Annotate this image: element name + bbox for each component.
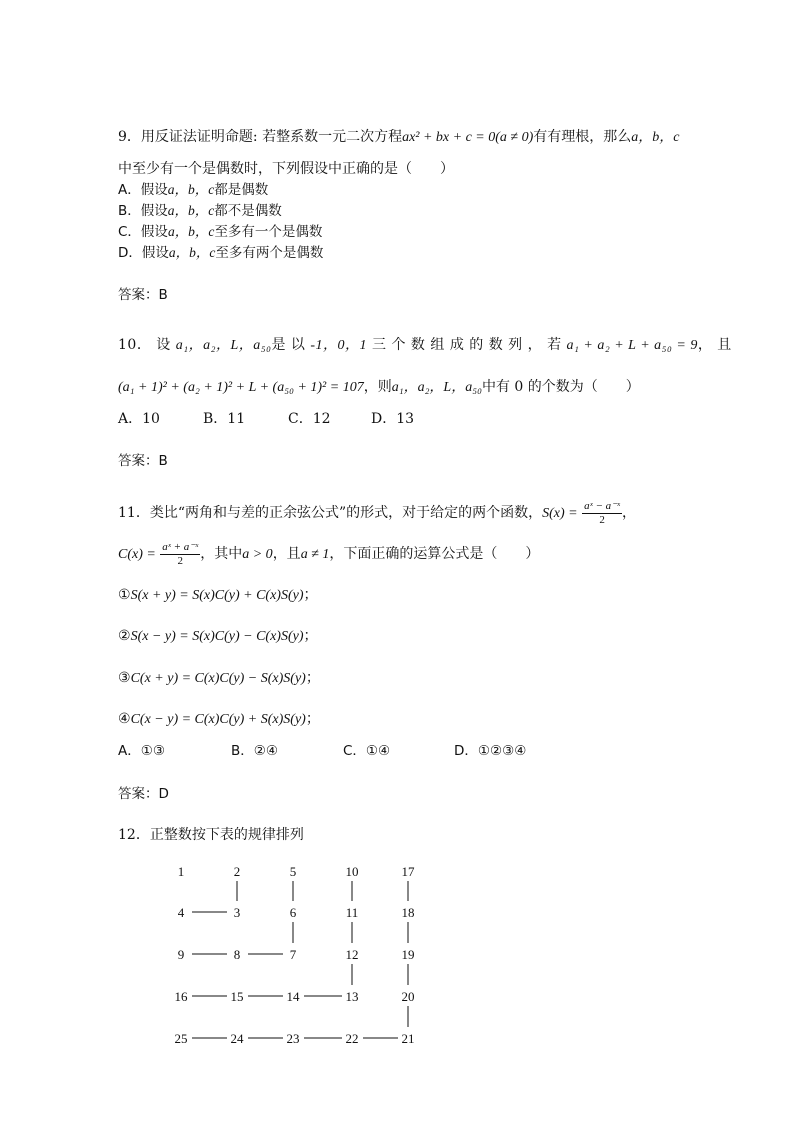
q10-option-b: B．11 (203, 411, 246, 427)
grid-cell-1-2: 6 (289, 905, 297, 920)
grid-cell-1-4: 18 (401, 905, 415, 920)
q10-option-c: C．12 (288, 411, 331, 427)
grid-cell-4-4: 21 (401, 1031, 415, 1046)
grid-cell-1-3: 11 (345, 905, 359, 920)
q9-option-a: A．假设a，b，c都是偶数 (118, 182, 269, 198)
grid-cell-0-0: 1 (177, 864, 185, 879)
grid-cell-2-3: 12 (345, 947, 359, 962)
q9-equation: ax² + bx + c = 0(a ≠ 0) (402, 130, 534, 145)
grid-cell-3-3: 13 (345, 989, 359, 1004)
q11-line1: 11．类比“两角和与差的正余弦公式”的形式，对于给定的两个函数，S(x) = $\frac{\text{aˣ − a⁻ˣ}}{2}$ ， (118, 499, 637, 526)
grid-cell-3-0: 16 (174, 989, 188, 1004)
q10-line2: (a₁ + 1)² + (a₂ + 1)² + L + (a₅₀ + 1)² = 107，则a₁，a₂，L，a₅₀中有 0 的个数为（ ） (118, 379, 640, 395)
q12-line1: 12．正整数按下表的规律排列 (118, 827, 304, 843)
q11-formula-2: ②S(x − y) = S(x)C(y) − C(x)S(y)； (118, 628, 318, 644)
q11-formula-4: ④C(x − y) = C(x)C(y) + S(x)S(y)； (118, 711, 320, 727)
q9-option-d: D．假设a，b，c至多有两个是偶数 (118, 245, 324, 261)
grid-cell-2-4: 19 (401, 947, 415, 962)
grid-cell-4-3: 22 (345, 1031, 359, 1046)
grid-cell-4-0: 25 (174, 1031, 188, 1046)
q11-C-fraction: $\frac{\text{aˣ + a⁻ˣ}}{2}$ (162, 540, 199, 567)
q11-option-b: B．②④ (231, 743, 278, 759)
q9-answer: 答案：B (118, 287, 168, 303)
q11-line2: C(x) = $\frac{\text{aˣ + a⁻ˣ}}{2}$ ，其中a > 0，且a ≠ 1，下面正确的运算公式是（ ） (118, 540, 540, 567)
grid-cell-2-2: 7 (289, 947, 297, 962)
q10-option-d: D．13 (371, 411, 415, 427)
grid-cell-3-2: 14 (286, 989, 300, 1004)
q11-formula-3: ③C(x + y) = C(x)C(y) − S(x)S(y)； (118, 670, 320, 686)
q11-option-c: C．①④ (343, 743, 391, 759)
grid-cell-2-0: 9 (177, 947, 185, 962)
grid-cell-0-1: 2 (233, 864, 241, 879)
grid-cell-3-4: 20 (401, 989, 415, 1004)
q10-option-a: A．10 (118, 411, 160, 427)
grid-cell-4-1: 24 (230, 1031, 244, 1046)
q10-line1: 10． 设 a₁，a₂，L，a₅₀是 以 -1，0，1 三 个 数 组 成 的 数 列 ， 若 a₁ + a₂ + L + a₅₀ = 9， 且 (118, 337, 732, 353)
q9-option-c: C．假设a，b，c至多有一个是偶数 (118, 224, 323, 240)
grid-cell-3-1: 15 (230, 989, 244, 1004)
grid-cell-0-4: 17 (401, 864, 415, 879)
grid-cell-0-3: 10 (345, 864, 359, 879)
q11-option-d: D．①②③④ (454, 743, 527, 759)
grid-cell-1-0: 4 (177, 905, 185, 920)
q11-answer: 答案：D (118, 786, 169, 802)
grid-cell-4-2: 23 (286, 1031, 300, 1046)
q9-line1: 9．用反证法证明命题: 若整系数一元二次方程ax² + bx + c = 0(a ≠ 0)有有理根，那么a，b，c (118, 129, 680, 145)
grid-cell-1-1: 3 (233, 905, 241, 920)
grid-cell-0-2: 5 (289, 864, 297, 879)
q9-line2: 中至少有一个是偶数时，下列假设中正确的是（ ） (118, 161, 454, 177)
q9-option-b: B．假设a，b，c都不是偶数 (118, 203, 282, 219)
q11-option-a: A．①③ (118, 743, 165, 759)
q10-answer: 答案：B (118, 453, 168, 469)
q11-S-fraction: $\frac{\text{aˣ − a⁻ˣ}}{2}$ (584, 499, 621, 526)
q11-formula-1: ①S(x + y) = S(x)C(y) + C(x)S(y)； (118, 587, 318, 603)
grid-cell-2-1: 8 (233, 947, 241, 962)
